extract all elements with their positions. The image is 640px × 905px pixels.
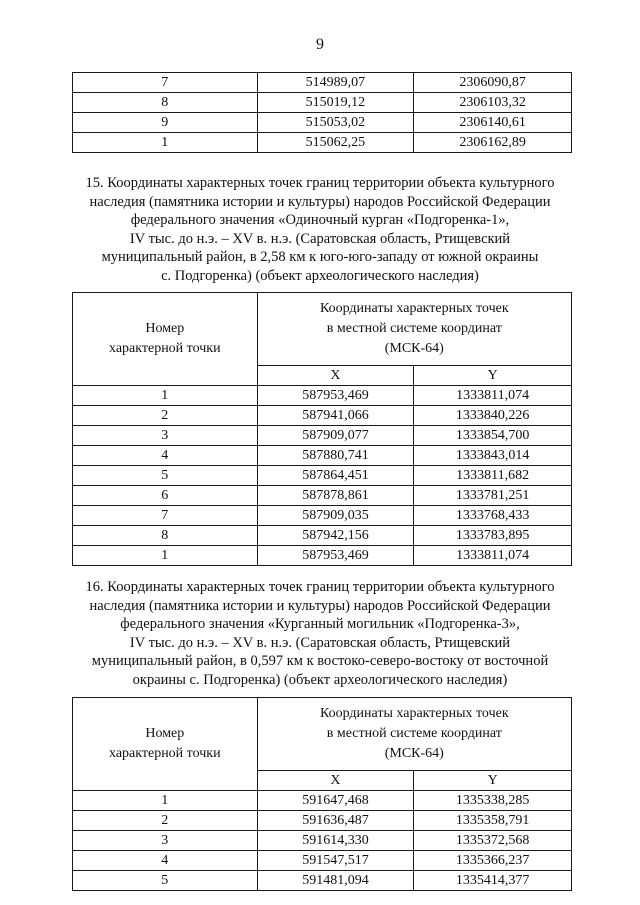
y-coordinate-cell: 1333783,895 — [414, 526, 572, 546]
point-number-cell: 2 — [73, 406, 258, 426]
x-coordinate-cell: 514989,07 — [257, 73, 414, 93]
y-coordinate-cell: 1333811,682 — [414, 466, 572, 486]
point-number-cell: 8 — [73, 526, 258, 546]
heading-line: IV тыс. до н.э. – XV в. н.э. (Саратовская область, Ртищевский — [129, 230, 511, 247]
point-number-header-line1: Номер — [145, 321, 185, 336]
point-number-header-line2: характерной точки — [109, 746, 221, 761]
heading-line: федерального значения «Одиночный курган «Подгоренка-1», — [130, 212, 510, 228]
heading-line: окраины с. Подгоренка) (объект археологического наследия) — [132, 671, 508, 688]
table-row — [73, 791, 572, 811]
heading-line: муниципальный район, в 0,597 км к востоко-северо-востоку от восточной — [91, 653, 549, 669]
point-number-cell: 5 — [73, 871, 258, 891]
y-coordinate-cell: 1335366,237 — [414, 851, 572, 871]
y-coordinate-cell: 2306090,87 — [414, 73, 572, 93]
point-number-cell: 1 — [73, 546, 258, 566]
point-number-cell: 4 — [73, 446, 258, 466]
point-number-cell: 6 — [73, 486, 258, 506]
section-16-table — [72, 697, 572, 891]
table-row — [73, 113, 572, 133]
x-coordinate-cell: 591647,468 — [257, 791, 414, 811]
x-coordinate-cell: 587909,077 — [257, 426, 414, 446]
y-coordinate-cell: 1333781,251 — [414, 486, 572, 506]
heading-line: муниципальный район, в 2,58 км к юго-юго-западу от южной окраины — [101, 249, 539, 265]
y-coordinate-cell: 2306103,32 — [414, 93, 572, 113]
point-number-cell: 8 — [73, 93, 258, 113]
point-number-cell: 9 — [73, 113, 258, 133]
x-column-header: X — [257, 366, 414, 386]
table-row — [73, 831, 572, 851]
point-number-cell: 5 — [73, 466, 258, 486]
y-coordinate-cell: 1333811,074 — [414, 546, 572, 566]
point-number-cell: 2 — [73, 811, 258, 831]
x-coordinate-cell: 591636,487 — [257, 811, 414, 831]
table-row — [73, 486, 572, 506]
coordinates-header-line3: (МСК-64) — [384, 341, 444, 356]
table-row — [73, 406, 572, 426]
coordinates-header-line2: в местной системе координат — [326, 726, 502, 741]
y-coordinate-cell: 1333843,014 — [414, 446, 572, 466]
x-coordinate-cell: 587953,469 — [257, 546, 414, 566]
y-coordinate-cell: 1333811,074 — [414, 386, 572, 406]
table-row — [73, 133, 572, 153]
table-row — [73, 851, 572, 871]
section-16-heading — [60, 578, 580, 689]
section-15-table-body — [73, 386, 572, 566]
heading-line: наследия (памятника истории и культуры) народов Российской Федерации — [89, 597, 551, 614]
point-number-cell: 7 — [73, 506, 258, 526]
table-row — [73, 426, 572, 446]
point-number-cell: 1 — [73, 791, 258, 811]
table-row — [73, 526, 572, 546]
x-coordinate-cell: 591614,330 — [257, 831, 414, 851]
y-column-header: Y — [414, 771, 572, 791]
top-coordinates-table — [72, 72, 572, 153]
x-coordinate-cell: 587953,469 — [257, 386, 414, 406]
y-coordinate-cell: 1333854,700 — [414, 426, 572, 446]
x-coordinate-cell: 587864,451 — [257, 466, 414, 486]
table-row — [73, 811, 572, 831]
point-number-header — [73, 698, 258, 791]
y-coordinate-cell: 1335358,791 — [414, 811, 572, 831]
point-number-cell: 4 — [73, 851, 258, 871]
table-row — [73, 93, 572, 113]
table-row — [73, 546, 572, 566]
x-coordinate-cell: 515053,02 — [257, 113, 414, 133]
coordinates-header-line3: (МСК-64) — [384, 746, 444, 761]
y-coordinate-cell: 1335414,377 — [414, 871, 572, 891]
point-number-cell: 3 — [73, 426, 258, 446]
heading-line: федерального значения «Курганный могильник «Подгоренка-3», — [120, 616, 520, 632]
table-row — [73, 506, 572, 526]
point-number-cell: 1 — [73, 133, 258, 153]
section-15-table — [72, 292, 572, 566]
table-row — [73, 73, 572, 93]
table-row — [73, 446, 572, 466]
coordinates-header-line2: в местной системе координат — [326, 321, 502, 336]
heading-line: 16. Координаты характерных точек границ территории объекта культурного — [85, 579, 555, 595]
heading-line: 15. Координаты характерных точек границ территории объекта культурного — [85, 175, 555, 191]
x-coordinate-cell: 591481,094 — [257, 871, 414, 891]
coordinates-header-line1: Координаты характерных точек — [319, 706, 509, 721]
y-coordinate-cell: 2306140,61 — [414, 113, 572, 133]
table-row — [73, 386, 572, 406]
heading-line: наследия (памятника истории и культуры) народов Российской Федерации — [89, 193, 551, 210]
x-coordinate-cell: 587880,741 — [257, 446, 414, 466]
section-16-table-body — [73, 791, 572, 891]
x-coordinate-cell: 587878,861 — [257, 486, 414, 506]
heading-line: IV тыс. до н.э. – XV в. н.э. (Саратовская область, Ртищевский — [129, 634, 511, 651]
x-coordinate-cell: 591547,517 — [257, 851, 414, 871]
x-coordinate-cell: 587941,066 — [257, 406, 414, 426]
section-15-heading — [60, 174, 580, 285]
point-number-cell: 3 — [73, 831, 258, 851]
x-coordinate-cell: 515062,25 — [257, 133, 414, 153]
table-row — [73, 466, 572, 486]
x-coordinate-cell: 587909,035 — [257, 506, 414, 526]
top-table-body — [73, 73, 572, 153]
point-number-cell: 1 — [73, 386, 258, 406]
y-coordinate-cell: 1335338,285 — [414, 791, 572, 811]
x-column-header: X — [257, 771, 414, 791]
heading-line: с. Подгоренка) (объект археологического наследия) — [161, 267, 479, 284]
coordinates-header — [257, 293, 571, 366]
x-coordinate-cell: 515019,12 — [257, 93, 414, 113]
y-coordinate-cell: 2306162,89 — [414, 133, 572, 153]
table-row — [73, 871, 572, 891]
point-number-header — [73, 293, 258, 386]
point-number-cell: 7 — [73, 73, 258, 93]
y-coordinate-cell: 1333840,226 — [414, 406, 572, 426]
coordinates-header-line1: Координаты характерных точек — [319, 301, 509, 316]
page-number: 9 — [316, 36, 324, 53]
point-number-header-line1: Номер — [145, 726, 185, 741]
point-number-header-line2: характерной точки — [109, 341, 221, 356]
y-column-header: Y — [414, 366, 572, 386]
coordinates-header — [257, 698, 571, 771]
x-coordinate-cell: 587942,156 — [257, 526, 414, 546]
y-coordinate-cell: 1335372,568 — [414, 831, 572, 851]
y-coordinate-cell: 1333768,433 — [414, 506, 572, 526]
